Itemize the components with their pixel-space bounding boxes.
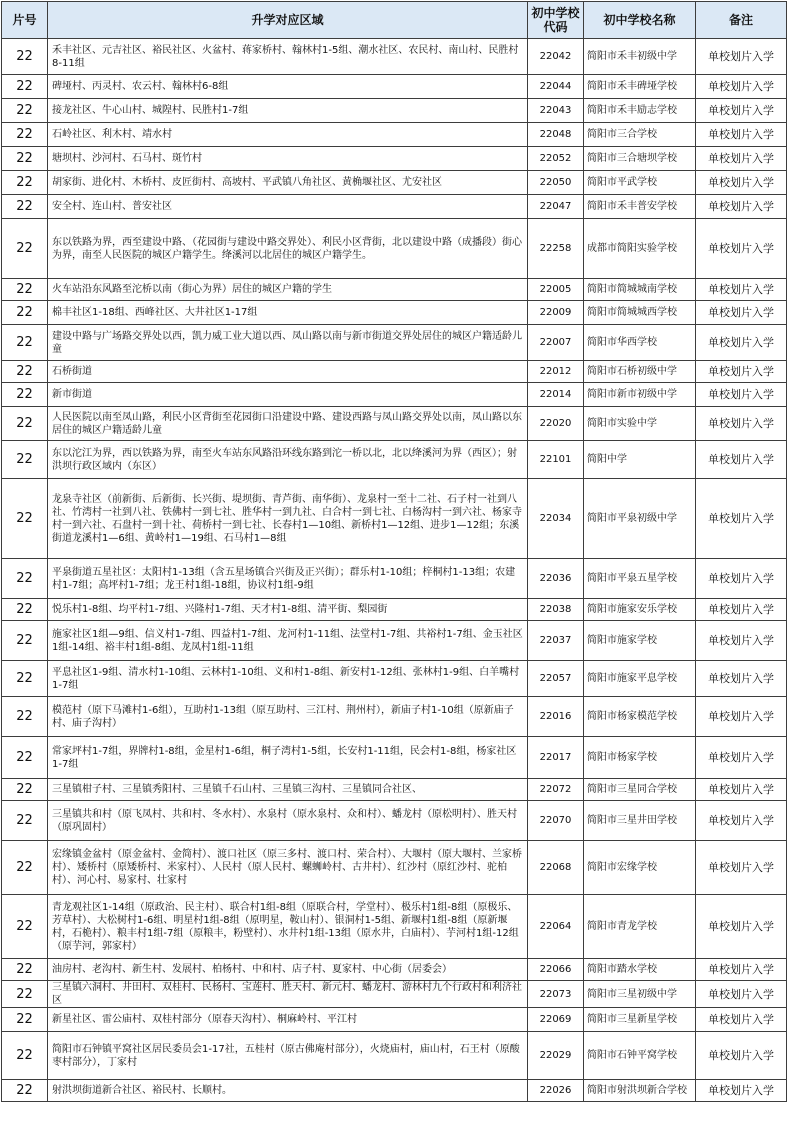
header-row xyxy=(2,2,787,39)
row-school-name: 成都市简阳实验学校 xyxy=(584,219,696,279)
row-region: 三星镇共和村（原飞凤村、共和村、冬水村）、水泉村（原水泉村、众和村）、蟠龙村（原松明村）、胜天村（原巩固村） xyxy=(48,801,528,841)
row-remark: 单校划片入学 xyxy=(696,779,787,801)
row-school-name: 简阳市禾丰普安学校 xyxy=(584,195,696,219)
row-pian-hao: 22 xyxy=(2,1080,48,1102)
row-region: 东以沱江为界，西以铁路为界，南至火车站东风路沿环线东路到沱一桥以北，北以绛溪河为界（西区）；射洪坝行政区域内（东区） xyxy=(48,441,528,479)
row-school-name: 简阳市宏缘学校 xyxy=(584,841,696,895)
row-school-code: 22007 xyxy=(528,325,584,361)
row-remark: 单校划片入学 xyxy=(696,737,787,779)
row-school-code: 22043 xyxy=(528,99,584,123)
row-pian-hao: 22 xyxy=(2,301,48,325)
table-row xyxy=(2,737,787,779)
row-remark: 单校划片入学 xyxy=(696,39,787,75)
row-school-name: 简阳市三星同合学校 xyxy=(584,779,696,801)
table-row xyxy=(2,171,787,195)
row-school-name: 简阳市禾丰初级中学 xyxy=(584,39,696,75)
table-row xyxy=(2,1032,787,1080)
row-school-code: 22036 xyxy=(528,559,584,599)
row-school-code: 22038 xyxy=(528,599,584,621)
row-school-code: 22066 xyxy=(528,959,584,981)
row-school-name: 简阳市简城城西学校 xyxy=(584,301,696,325)
row-pian-hao: 22 xyxy=(2,1032,48,1080)
row-region: 建设中路与广场路交界处以西，凯力威工业大道以西、凤山路以南与新市街道交界处居住的城区户籍适龄儿童 xyxy=(48,325,528,361)
table-row xyxy=(2,981,787,1008)
row-pian-hao: 22 xyxy=(2,801,48,841)
row-pian-hao: 22 xyxy=(2,1008,48,1032)
row-region: 悦乐村1-8组、均平村1-7组、兴隆村1-7组、天才村1-8组、清平街、梨园街 xyxy=(48,599,528,621)
row-school-code: 22034 xyxy=(528,479,584,559)
row-pian-hao: 22 xyxy=(2,195,48,219)
table-row xyxy=(2,959,787,981)
row-remark: 单校划片入学 xyxy=(696,801,787,841)
row-remark: 单校划片入学 xyxy=(696,301,787,325)
row-pian-hao: 22 xyxy=(2,219,48,279)
table-row xyxy=(2,599,787,621)
row-pian-hao: 22 xyxy=(2,697,48,737)
row-school-code: 22072 xyxy=(528,779,584,801)
header-region: 升学对应区域 xyxy=(48,2,528,39)
row-school-name: 简阳市禾丰励志学校 xyxy=(584,99,696,123)
table-row xyxy=(2,441,787,479)
row-remark: 单校划片入学 xyxy=(696,441,787,479)
row-pian-hao: 22 xyxy=(2,841,48,895)
row-school-name: 简阳中学 xyxy=(584,441,696,479)
table-row xyxy=(2,801,787,841)
table-row xyxy=(2,325,787,361)
row-region: 射洪坝街道新合社区、裕民村、长顺村。 xyxy=(48,1080,528,1102)
row-remark: 单校划片入学 xyxy=(696,1032,787,1080)
row-pian-hao: 22 xyxy=(2,661,48,697)
row-pian-hao: 22 xyxy=(2,895,48,959)
row-remark: 单校划片入学 xyxy=(696,195,787,219)
row-pian-hao: 22 xyxy=(2,407,48,441)
row-remark: 单校划片入学 xyxy=(696,1080,787,1102)
row-remark: 单校划片入学 xyxy=(696,171,787,195)
row-school-code: 22101 xyxy=(528,441,584,479)
row-school-code: 22014 xyxy=(528,383,584,407)
row-region: 接龙社区、牛心山村、城隍村、民胜村1-7组 xyxy=(48,99,528,123)
row-region: 碑垭村、丙灵村、农云村、翰林村6-8组 xyxy=(48,75,528,99)
table-row xyxy=(2,895,787,959)
row-remark: 单校划片入学 xyxy=(696,123,787,147)
row-school-code: 22009 xyxy=(528,301,584,325)
row-school-code: 22042 xyxy=(528,39,584,75)
row-region: 青龙观社区1-14组（原政治、民主村）、联合村1组-8组（原联合村，学堂村）、极乐村1组-8组（原极乐、芳草村）、大松树村1-6组、明星村1组-8组（原明星，鞍山村）、银洞村1-5组、新堰村1组-8组（原新堰村，石桅村）、粮丰村1组-7组（原粮丰，粉壁村）、水井村1组-13组（原水井，白庙村）、芋河村1组-12组（原芋河，郭家村） xyxy=(48,895,528,959)
row-region: 三星镇柑子村、三星镇秀阳村、三星镇千石山村、三星镇三沟村、三星镇同合社区、 xyxy=(48,779,528,801)
row-school-name: 简阳市平武学校 xyxy=(584,171,696,195)
row-region: 东以铁路为界，西至建设中路、（花园街与建设中路交界处）、利民小区背街，北以建设中路（成播段）街心为界，南至人民医院的城区户籍学生。绛溪河以北居住的城区户籍学生。 xyxy=(48,219,528,279)
row-region: 新市街道 xyxy=(48,383,528,407)
row-school-code: 22047 xyxy=(528,195,584,219)
row-school-name: 简阳市平泉五星学校 xyxy=(584,559,696,599)
row-remark: 单校划片入学 xyxy=(696,219,787,279)
row-school-name: 简阳市石桥初级中学 xyxy=(584,361,696,383)
table-row xyxy=(2,661,787,697)
row-school-code: 22005 xyxy=(528,279,584,301)
row-school-code: 22258 xyxy=(528,219,584,279)
row-school-code: 22016 xyxy=(528,697,584,737)
row-region: 石岭社区、利木村、靖水村 xyxy=(48,123,528,147)
row-remark: 单校划片入学 xyxy=(696,599,787,621)
row-school-code: 22064 xyxy=(528,895,584,959)
table-row xyxy=(2,559,787,599)
row-pian-hao: 22 xyxy=(2,279,48,301)
row-remark: 单校划片入学 xyxy=(696,325,787,361)
row-pian-hao: 22 xyxy=(2,39,48,75)
table-row xyxy=(2,361,787,383)
table-row xyxy=(2,841,787,895)
row-school-code: 22044 xyxy=(528,75,584,99)
row-school-name: 简阳市华西学校 xyxy=(584,325,696,361)
row-school-code: 22069 xyxy=(528,1008,584,1032)
table-row xyxy=(2,195,787,219)
table-row xyxy=(2,99,787,123)
row-region: 塘坝村、沙河村、石马村、斑竹村 xyxy=(48,147,528,171)
row-remark: 单校划片入学 xyxy=(696,895,787,959)
row-pian-hao: 22 xyxy=(2,981,48,1008)
row-remark: 单校划片入学 xyxy=(696,479,787,559)
row-pian-hao: 22 xyxy=(2,621,48,661)
row-pian-hao: 22 xyxy=(2,361,48,383)
row-region: 平泉街道五星社区：太阳村1-13组（含五星场镇合兴街及正兴街）；群乐村1-10组；梓桐村1-13组；农建村1-7组；高坪村1-7组；龙王村1组-18组，协议村1组-9组 xyxy=(48,559,528,599)
row-school-code: 22017 xyxy=(528,737,584,779)
row-pian-hao: 22 xyxy=(2,99,48,123)
row-pian-hao: 22 xyxy=(2,559,48,599)
row-school-name: 简阳市三星井田学校 xyxy=(584,801,696,841)
row-school-name: 简阳市禾丰碑垭学校 xyxy=(584,75,696,99)
row-school-name: 简阳市三合塘坝学校 xyxy=(584,147,696,171)
row-school-code: 22073 xyxy=(528,981,584,1008)
row-school-name: 简阳市施家平息学校 xyxy=(584,661,696,697)
row-remark: 单校划片入学 xyxy=(696,981,787,1008)
row-remark: 单校划片入学 xyxy=(696,621,787,661)
row-region: 棉丰社区1-18组、西峰社区、大井社区1-17组 xyxy=(48,301,528,325)
row-region: 新星社区、雷公庙村、双桂村部分（原春天沟村）、桐麻岭村、平江村 xyxy=(48,1008,528,1032)
table-row xyxy=(2,407,787,441)
row-region: 施家社区1组—9组、信义村1-7组、四益村1-7组、龙河村1-11组、法堂村1-7组、共裕村1-7组、金玉社区1组-14组、裕丰村1组-8组、龙凤村1组-11组 xyxy=(48,621,528,661)
row-remark: 单校划片入学 xyxy=(696,959,787,981)
row-school-name: 简阳市踏水学校 xyxy=(584,959,696,981)
row-school-code: 22037 xyxy=(528,621,584,661)
row-school-name: 简阳市青龙学校 xyxy=(584,895,696,959)
row-school-name: 简阳市新市初级中学 xyxy=(584,383,696,407)
row-pian-hao: 22 xyxy=(2,479,48,559)
row-school-name: 简阳市简城城南学校 xyxy=(584,279,696,301)
row-region: 平息社区1-9组、清水村1-10组、云林村1-10组、义和村1-8组、新安村1-12组、张林村1-9组、白羊嘴村1-7组 xyxy=(48,661,528,697)
row-remark: 单校划片入学 xyxy=(696,99,787,123)
row-region: 简阳市石钟镇平窝社区居民委员会1-17社，五桂村（原古佛庵村部分），火烧庙村，庙山村，石王村（原酸枣村部分），丁家村 xyxy=(48,1032,528,1080)
row-school-code: 22057 xyxy=(528,661,584,697)
row-remark: 单校划片入学 xyxy=(696,147,787,171)
table-row xyxy=(2,621,787,661)
header-remark: 备注 xyxy=(696,2,787,39)
table-row xyxy=(2,123,787,147)
header-school-code: 初中学校代码 xyxy=(528,2,584,39)
table-row xyxy=(2,147,787,171)
row-school-code: 22070 xyxy=(528,801,584,841)
row-school-name: 简阳市施家安乐学校 xyxy=(584,599,696,621)
row-school-name: 简阳市实验中学 xyxy=(584,407,696,441)
row-pian-hao: 22 xyxy=(2,599,48,621)
row-region: 火车站沿东风路至沱桥以南（街心为界）居住的城区户籍的学生 xyxy=(48,279,528,301)
row-region: 三星镇六洞村、井田村、双桂村、民杨村、宝莲村、胜天村、新元村、蟠龙村、游林村九个行政村和利济社区 xyxy=(48,981,528,1008)
row-pian-hao: 22 xyxy=(2,75,48,99)
row-school-name: 简阳市三星初级中学 xyxy=(584,981,696,1008)
row-region: 油房村、老沟村、新生村、发展村、柏杨村、中和村、店子村、夏家村、中心街（居委会） xyxy=(48,959,528,981)
row-school-name: 简阳市杨家学校 xyxy=(584,737,696,779)
row-region: 人民医院以南至凤山路，利民小区背街至花园街口沿建设中路、建设西路与凤山路交界处以南，凤山路以东居住的城区户籍适龄儿童 xyxy=(48,407,528,441)
row-school-code: 22048 xyxy=(528,123,584,147)
row-school-code: 22020 xyxy=(528,407,584,441)
row-remark: 单校划片入学 xyxy=(696,697,787,737)
table-row xyxy=(2,479,787,559)
row-region: 禾丰社区、元吉社区、裕民社区、火盆村、蒋家桥村、翰林村1-5组、潮水社区、农民村、南山村、民胜村8-11组 xyxy=(48,39,528,75)
row-pian-hao: 22 xyxy=(2,959,48,981)
table-row xyxy=(2,279,787,301)
table-row xyxy=(2,697,787,737)
row-school-code: 22052 xyxy=(528,147,584,171)
row-region: 石桥街道 xyxy=(48,361,528,383)
row-pian-hao: 22 xyxy=(2,383,48,407)
row-pian-hao: 22 xyxy=(2,147,48,171)
row-school-name: 简阳市三星新星学校 xyxy=(584,1008,696,1032)
row-remark: 单校划片入学 xyxy=(696,1008,787,1032)
row-region: 胡家街、进化村、木桥村、皮匠街村、高坡村、平武镇八角社区、黄桷堰社区、尤安社区 xyxy=(48,171,528,195)
row-pian-hao: 22 xyxy=(2,123,48,147)
row-school-code: 22050 xyxy=(528,171,584,195)
row-region: 宏缘镇金盆村（原金盆村、金简村）、渡口社区（原三多村、渡口村、荣合村）、大堰村（原大堰村、兰家桥村）、矮桥村（原矮桥村、米家村）、人民村（原人民村、螺蛳岭村、古井村）、红沙村（原红沙村、驼柏村）、河心村、易家村、壮家村 xyxy=(48,841,528,895)
row-pian-hao: 22 xyxy=(2,779,48,801)
school-zoning-table xyxy=(1,1,787,1102)
row-region: 模范村（原下马滩村1-6组），互助村1-13组（原互助村、三江村、荆州村），新庙子村1-10组（原新庙子村、庙子沟村） xyxy=(48,697,528,737)
row-school-code: 22012 xyxy=(528,361,584,383)
table-row xyxy=(2,39,787,75)
table-row xyxy=(2,75,787,99)
row-remark: 单校划片入学 xyxy=(696,407,787,441)
row-pian-hao: 22 xyxy=(2,441,48,479)
row-region: 安全村、连山村、普安社区 xyxy=(48,195,528,219)
row-pian-hao: 22 xyxy=(2,325,48,361)
row-school-name: 简阳市杨家模范学校 xyxy=(584,697,696,737)
row-remark: 单校划片入学 xyxy=(696,361,787,383)
row-pian-hao: 22 xyxy=(2,737,48,779)
row-region: 龙泉寺社区（前新街、后新街、长兴街、堤坝街、青芦街、南华街）、龙泉村一至十二社、石子村一社到八社、竹湾村一社到八社、铁佛村一到七社、胜华村一到九社、白合村一到七社、白杨沟村一到六社、杨家寺村一到六社、石盘村一到十社、荷桥村一到七社、长春村1—10组、新桥村1—12组、进步1—12组；东溪街道龙溪村1—6组、黄岭村1—19组、石马村1—8组 xyxy=(48,479,528,559)
row-school-name: 简阳市射洪坝新合学校 xyxy=(584,1080,696,1102)
row-pian-hao: 22 xyxy=(2,171,48,195)
row-remark: 单校划片入学 xyxy=(696,559,787,599)
table-row xyxy=(2,219,787,279)
table-row xyxy=(2,779,787,801)
row-region: 常家坪村1-7组，界牌村1-8组，金星村1-6组，桐子湾村1-5组，长安村1-11组，民会村1-8组，杨家社区1-7组 xyxy=(48,737,528,779)
row-remark: 单校划片入学 xyxy=(696,383,787,407)
row-school-name: 简阳市石钟平窝学校 xyxy=(584,1032,696,1080)
table-row xyxy=(2,1080,787,1102)
row-remark: 单校划片入学 xyxy=(696,841,787,895)
row-school-name: 简阳市三合学校 xyxy=(584,123,696,147)
row-remark: 单校划片入学 xyxy=(696,661,787,697)
row-school-name: 简阳市施家学校 xyxy=(584,621,696,661)
header-pian-hao: 片号 xyxy=(2,2,48,39)
row-school-code: 22029 xyxy=(528,1032,584,1080)
row-remark: 单校划片入学 xyxy=(696,279,787,301)
row-school-code: 22068 xyxy=(528,841,584,895)
table-row xyxy=(2,301,787,325)
header-school-name: 初中学校名称 xyxy=(584,2,696,39)
table-row xyxy=(2,383,787,407)
row-school-code: 22026 xyxy=(528,1080,584,1102)
row-school-name: 简阳市平泉初级中学 xyxy=(584,479,696,559)
table-row xyxy=(2,1008,787,1032)
row-remark: 单校划片入学 xyxy=(696,75,787,99)
